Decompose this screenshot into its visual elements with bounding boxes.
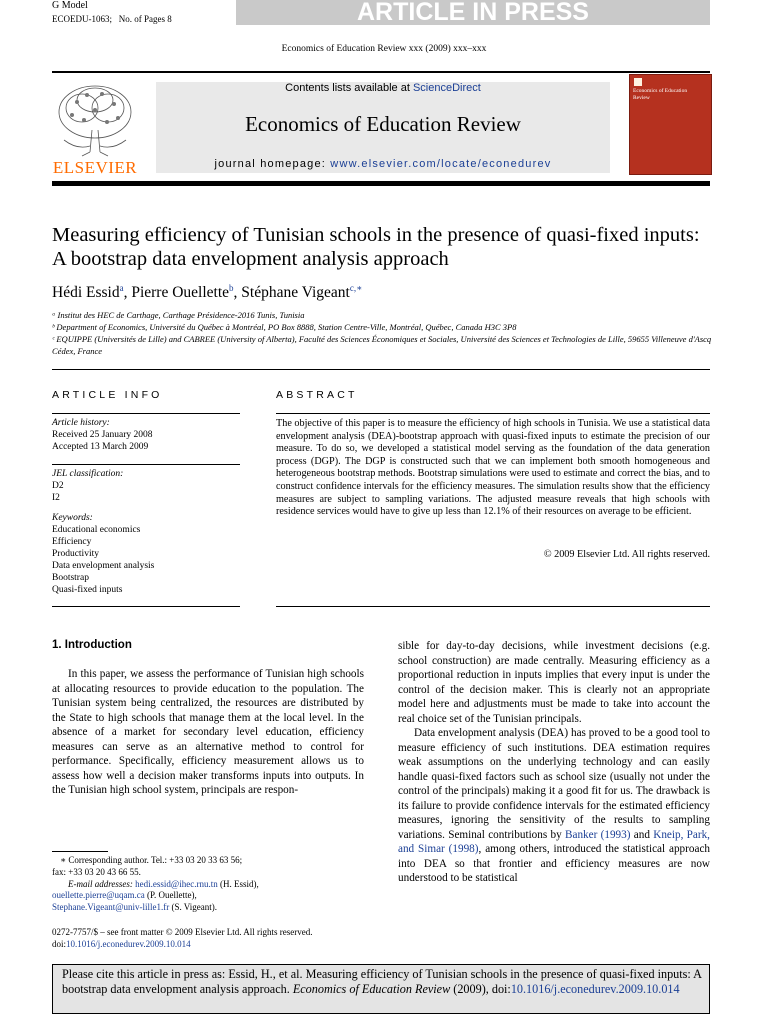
intro-column-2 — [398, 639, 710, 886]
elsevier-wordmark: ELSEVIER — [52, 158, 138, 177]
affiliation-b: ᵇ Department of Economics, Université du Québec à Montréal, PO Box 8888, Station Centre-Ville, Montréal, Québec, Canada H3C 3P8 — [52, 322, 517, 332]
paragraph-text: Data envelopment analysis (DEA) has proved to be a good tool to measure efficiency of such institutions. DEA estimation requires weak assumptions on the underlying technology and can easily handle quasi-fixed factors such as school size (usually not under the control of the principals) making it a good fit for us. The drawback is its failure to provide confidence intervals for the estimated efficiency measures, ignoring the sensitivity of the results to sampling variations. Seminal contributions by — [398, 727, 710, 841]
sciencedirect-link[interactable]: ScienceDirect — [412, 82, 481, 94]
code: ECOEDU-1063; — [52, 14, 112, 24]
issn-line: 0272-7757/$ – see front matter © 2009 Elsevier Ltd. All rights reserved. — [52, 927, 313, 937]
journal-name: Economics of Education Review — [245, 112, 521, 136]
keyword: Educational economics — [52, 525, 141, 535]
citation-doi-link[interactable]: 10.1016/j.econedurev.2009.10.014 — [510, 981, 680, 996]
citation-part: Please cite this article in press as: Essid, H., et al. Measuring efficiency of Tunisian schools in the presence of quasi-fixed inputs: A bootstrap data envelopment analysis approach. — [62, 967, 702, 996]
cover-logo-icon — [634, 78, 642, 86]
abstract-text: The objective of this paper is to measure the efficiency of high schools in Tunisia. We use a statistical data envelopment analysis (DEA)-bootstrap approach with quasi-fixed inputs to estimate the precision of our measure. To do so, we developed a statistical model serving as the foundation of the data generation process (DGP). The DGP is constructed such that we can implement both smooth homogeneous and heterogeneous bootstrap methods. Bootstrap simulations were used to estimate and correct the bias, and to construct confidence intervals for the efficiency measures. The simulation results show that the efficiency measures are subject to sampling variations. The adjusted measure reveals that high schools with residence services would have to give up less than 12.1% of their resources on average to be efficient. — [276, 418, 710, 518]
abstract-rule — [276, 606, 710, 607]
homepage-link[interactable]: www.elsevier.com/locate/econedurev — [330, 158, 552, 170]
article-in-press-text: ARTICLE IN PRESS — [357, 0, 589, 26]
abstract-heading: ABSTRACT — [276, 389, 358, 401]
email-label: E-mail addresses: — [68, 878, 133, 889]
doi-link[interactable]: 10.1016/j.econedurev.2009.10.014 — [66, 938, 191, 949]
keyword: Data envelopment analysis — [52, 561, 155, 571]
author-affil-mark[interactable]: a — [119, 283, 124, 293]
email-owner: (P. Ouellette), — [144, 890, 197, 901]
keywords-label: Keywords: — [52, 513, 93, 523]
history-label: Article history: — [52, 418, 110, 428]
article-title: Measuring efficiency of Tunisian schools in the presence of quasi-fixed inputs: A bootstrap data envelopment analysis approach — [52, 224, 700, 270]
fax-line: fax: +33 03 20 43 66 55. — [52, 866, 141, 877]
email-link[interactable]: ouellette.pierre@uqam.ca — [52, 890, 145, 901]
citation-journal: Economics of Education Review — [292, 981, 451, 996]
author-name: Hédi Essid — [52, 284, 120, 302]
paragraph: In this paper, we assess the performance of Tunisian high schools at allocating resources to provide education to the population. The Tunisian system being centralized, the resources are distributed by the State to high schools that manage them at the local level. In the absence of a market for secondary level education, efficiency measures can serve as an alternative method to control for performance. Specifically, efficiency measurement allows us to assess how well a decision maker transforms inputs into outputs. In the Tunisian high school system, principals are respon- — [52, 668, 364, 796]
intro-heading: 1. Introduction — [52, 639, 132, 651]
author-list — [52, 283, 362, 302]
contents-line — [156, 82, 610, 94]
keyword: Bootstrap — [52, 573, 89, 583]
citation-part: (2009), doi: — [450, 981, 511, 996]
citation-text — [62, 967, 702, 997]
intro-column-1 — [52, 667, 364, 798]
jel-code: D2 — [52, 481, 64, 491]
paragraph — [398, 726, 710, 886]
jel-label: JEL classification: — [52, 469, 124, 479]
journal-homepage — [156, 158, 610, 170]
article-code — [52, 14, 172, 24]
keyword: Productivity — [52, 549, 99, 559]
page-count: No. of Pages 8 — [118, 14, 172, 24]
jel-classification — [52, 468, 240, 504]
email-link[interactable]: hedi.essid@ihec.rnu.tn — [135, 878, 218, 889]
copyright-notice: © 2009 Elsevier Ltd. All rights reserved. — [543, 549, 710, 560]
received-date: Received 25 January 2008 — [52, 430, 153, 440]
contents-prefix: Contents lists available at — [285, 82, 413, 94]
journal-citation-line: Economics of Education Review xxx (2009) xxx–xxx — [281, 44, 487, 54]
accepted-date: Accepted 13 March 2009 — [52, 442, 149, 452]
corresponding-line: ∗ Corresponding author. Tel.: +33 03 20 33 63 56; — [60, 855, 243, 865]
email-owner: (S. Vigeant). — [169, 902, 218, 913]
author-affil-mark[interactable]: c,∗ — [349, 283, 363, 293]
homepage-prefix: journal homepage: — [214, 158, 331, 170]
doi-prefix: doi: — [52, 938, 67, 949]
corresponding-author-footnote — [52, 855, 364, 914]
keywords — [52, 512, 240, 596]
section-rule — [52, 369, 710, 370]
info-rule — [52, 606, 240, 607]
abstract-rule — [276, 413, 710, 414]
author-affil-mark[interactable]: b — [229, 283, 234, 293]
citation-link-banker[interactable]: Banker (1993) — [565, 828, 631, 841]
footnote-rule — [52, 851, 108, 852]
affiliation-c: ᶜ EQUIPPE (Universités de Lille) and CABREE (University of Alberta), Faculté des Sciences Économiques et Sociales, Université des Sciences et Technologies de Lille, 59655 Villeneuve d'Ascq Cédex, France — [52, 334, 712, 356]
jel-code: I2 — [52, 493, 60, 503]
citation-link-kneip[interactable]: Kneip, Park, and Simar (1998) — [398, 828, 710, 855]
keyword: Quasi-fixed inputs — [52, 585, 123, 595]
author-name: , Pierre Ouellette — [123, 284, 230, 302]
cover-title: Economics of Education Review — [633, 88, 688, 101]
keyword: Efficiency — [52, 537, 92, 547]
elsevier-tree-logo-icon — [52, 80, 138, 160]
front-matter — [52, 927, 452, 951]
paragraph-text: , among others, introduced the statistical approach into DEA so that frontier and efficiency measures are now understood to be statistical — [398, 843, 710, 884]
affiliation-a: ᵃ Institut des HEC de Carthage, Carthage Présidence-2016 Tunis, Tunisia — [52, 310, 305, 320]
email-owner: (H. Essid), — [217, 878, 259, 889]
paragraph-text: and — [630, 828, 654, 841]
author-name: , Stéphane Vigeant — [233, 284, 350, 302]
header-rule — [52, 71, 710, 73]
email-link[interactable]: Stephane.Vigeant@univ-lille1.fr — [52, 902, 170, 913]
info-rule — [52, 413, 240, 414]
info-rule — [52, 464, 240, 465]
g-model-label: G Model — [52, 0, 88, 11]
masthead-rule — [52, 181, 710, 186]
article-history — [52, 417, 240, 453]
paragraph: sible for day-to-day decisions, while investment decisions (e.g. school construction) are made centrally. Measuring efficiency as a proportional reduction in inputs implies that every input is under the control of the decision maker. This is clearly not an appropriate model here and adjustments must be made to take into account the real choice set of the Tunisian principals. — [398, 640, 710, 725]
article-info-heading: ARTICLE INFO — [52, 389, 163, 401]
